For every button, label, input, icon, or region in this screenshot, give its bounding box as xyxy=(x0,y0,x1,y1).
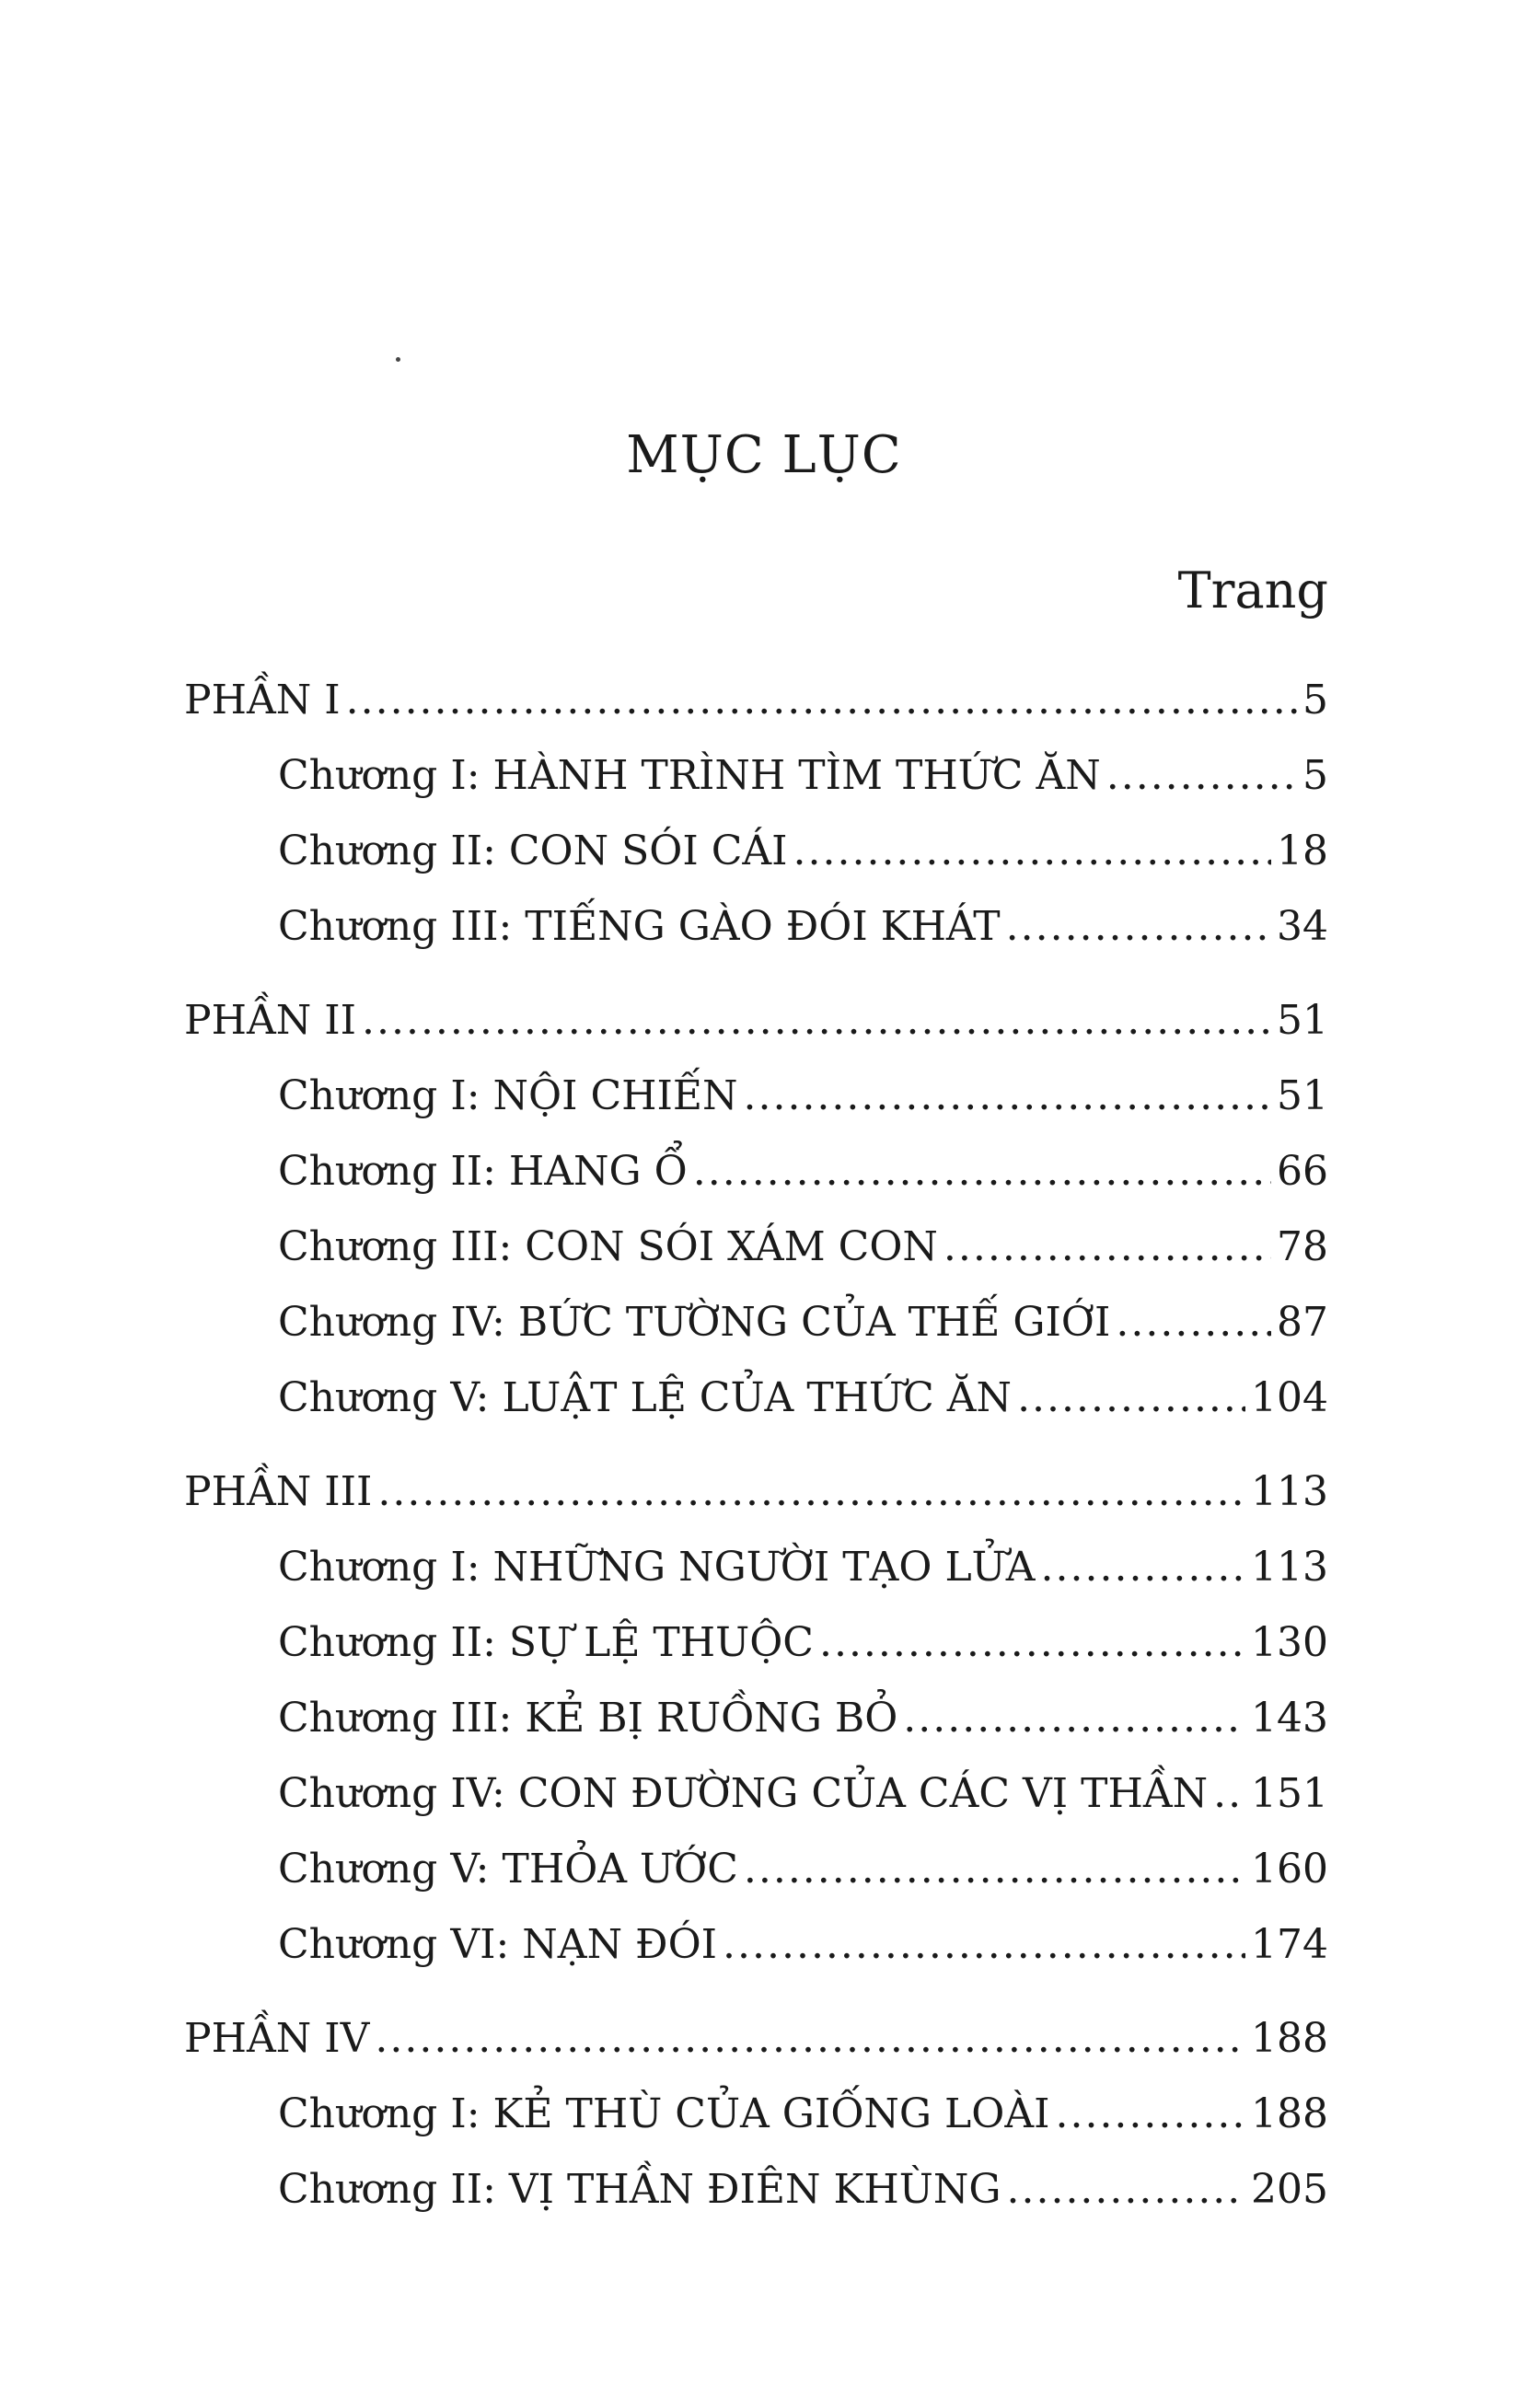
toc-chapter-label: Chương VI: NẠN ĐÓI xyxy=(278,1921,718,1968)
toc-chapter-label: Chương I: NỘI CHIẾN xyxy=(278,1072,738,1119)
toc-part-label: PHẦN IV xyxy=(184,2015,370,2062)
print-speck xyxy=(396,357,400,362)
toc-chapter-label: Chương IV: CON ĐƯỜNG CỦA CÁC VỊ THẦN xyxy=(278,1770,1209,1817)
toc-chapter-label: Chương IV: BỨC TƯỜNG CỦA THẾ GIỚI xyxy=(278,1299,1111,1346)
toc-page-number: 51 xyxy=(1277,1072,1328,1119)
dot-leader xyxy=(943,1210,1271,1285)
toc-page-number: 104 xyxy=(1251,1374,1328,1421)
toc-chapter-label: Chương V: THỎA ƯỚC xyxy=(278,1846,738,1893)
toc-part xyxy=(184,663,1328,965)
toc-chapter-row xyxy=(184,1134,1328,1210)
toc-part xyxy=(184,983,1328,1436)
toc-part-label: PHẦN III xyxy=(184,1468,373,1515)
toc-chapter-row xyxy=(184,2152,1328,2228)
dot-leader xyxy=(375,2001,1245,2077)
toc-page-number: 143 xyxy=(1251,1695,1328,1742)
toc-page-number: 130 xyxy=(1251,1619,1328,1666)
toc-part-label: PHẦN I xyxy=(184,677,341,724)
dot-leader xyxy=(1006,889,1271,965)
dot-leader xyxy=(819,1605,1245,1681)
dot-leader xyxy=(723,1907,1245,1983)
toc-chapter-row xyxy=(184,1756,1328,1832)
dot-leader xyxy=(903,1681,1245,1756)
dot-leader xyxy=(362,983,1271,1059)
toc-chapter-row xyxy=(184,889,1328,965)
dot-leader xyxy=(1213,1756,1245,1832)
table-of-contents xyxy=(184,663,1328,2228)
dot-leader xyxy=(346,663,1297,738)
toc-chapter-row xyxy=(184,1832,1328,1907)
toc-page-number: 188 xyxy=(1251,2015,1328,2062)
toc-page-number: 205 xyxy=(1251,2166,1328,2213)
toc-part-row xyxy=(184,2001,1328,2077)
toc-chapter-label: Chương III: CON SÓI XÁM CON xyxy=(278,1223,938,1270)
toc-chapter-label: Chương II: SỰ LỆ THUỘC xyxy=(278,1619,814,1666)
toc-chapter-label: Chương I: KẺ THÙ CỦA GIỐNG LOÀI xyxy=(278,2090,1050,2137)
toc-chapter-list xyxy=(184,738,1328,965)
toc-chapter-row xyxy=(184,1605,1328,1681)
toc-page-number: 87 xyxy=(1277,1299,1328,1346)
dot-leader xyxy=(1041,1530,1245,1605)
toc-chapter-label: Chương II: CON SÓI CÁI xyxy=(278,828,788,874)
toc-page-number: 113 xyxy=(1251,1544,1328,1591)
toc-chapter-label: Chương II: VỊ THẦN ĐIÊN KHÙNG xyxy=(278,2166,1001,2213)
dot-leader xyxy=(1116,1285,1271,1360)
toc-page-number: 151 xyxy=(1251,1770,1328,1817)
dot-leader xyxy=(1007,2152,1246,2228)
toc-part xyxy=(184,1454,1328,1983)
toc-chapter-label: Chương III: TIẾNG GÀO ĐÓI KHÁT xyxy=(278,903,1001,950)
toc-page-number: 160 xyxy=(1251,1846,1328,1893)
dot-leader xyxy=(744,1059,1272,1134)
toc-part-row xyxy=(184,663,1328,738)
dot-leader xyxy=(1055,2077,1245,2152)
toc-page-number: 51 xyxy=(1277,997,1328,1044)
toc-chapter-row xyxy=(184,1210,1328,1285)
toc-page-number: 78 xyxy=(1277,1223,1328,1270)
toc-chapter-row xyxy=(184,1681,1328,1756)
toc-part-row xyxy=(184,1454,1328,1530)
toc-chapter-list xyxy=(184,1530,1328,1983)
page-title: MỤC LỤC xyxy=(626,425,902,485)
toc-chapter-list xyxy=(184,2077,1328,2228)
toc-chapter-label: Chương III: KẺ BỊ RUỒNG BỎ xyxy=(278,1695,898,1742)
toc-chapter-row xyxy=(184,1360,1328,1436)
toc-chapter-label: Chương II: HANG Ổ xyxy=(278,1148,688,1195)
toc-chapter-row xyxy=(184,738,1328,814)
toc-page-number: 34 xyxy=(1277,903,1328,950)
toc-part xyxy=(184,2001,1328,2228)
toc-page-number: 18 xyxy=(1277,828,1328,874)
toc-chapter-row xyxy=(184,1059,1328,1134)
toc-chapter-label: Chương V: LUẬT LỆ CỦA THỨC ĂN xyxy=(278,1374,1013,1421)
toc-part-label: PHẦN II xyxy=(184,997,356,1044)
toc-chapter-row xyxy=(184,2077,1328,2152)
dot-leader xyxy=(377,1454,1245,1530)
toc-page-number: 5 xyxy=(1302,752,1328,799)
toc-chapter-row xyxy=(184,1530,1328,1605)
toc-chapter-row xyxy=(184,1285,1328,1360)
toc-part-row xyxy=(184,983,1328,1059)
toc-page-number: 5 xyxy=(1302,677,1328,724)
dot-leader xyxy=(793,814,1271,889)
page-column-label: Trang xyxy=(1177,561,1328,619)
toc-page-number: 188 xyxy=(1251,2090,1328,2137)
dot-leader xyxy=(744,1832,1245,1907)
toc-chapter-row xyxy=(184,1907,1328,1983)
toc-chapter-list xyxy=(184,1059,1328,1436)
toc-chapter-label: Chương I: NHỮNG NGƯỜI TẠO LỬA xyxy=(278,1544,1036,1591)
dot-leader xyxy=(693,1134,1271,1210)
toc-chapter-label: Chương I: HÀNH TRÌNH TÌM THỨC ĂN xyxy=(278,752,1101,799)
dot-leader xyxy=(1017,1360,1245,1436)
toc-page-number: 174 xyxy=(1251,1921,1328,1968)
toc-chapter-row xyxy=(184,814,1328,889)
toc-page-number: 66 xyxy=(1277,1148,1328,1195)
dot-leader xyxy=(1106,738,1297,814)
toc-page-number: 113 xyxy=(1251,1468,1328,1515)
